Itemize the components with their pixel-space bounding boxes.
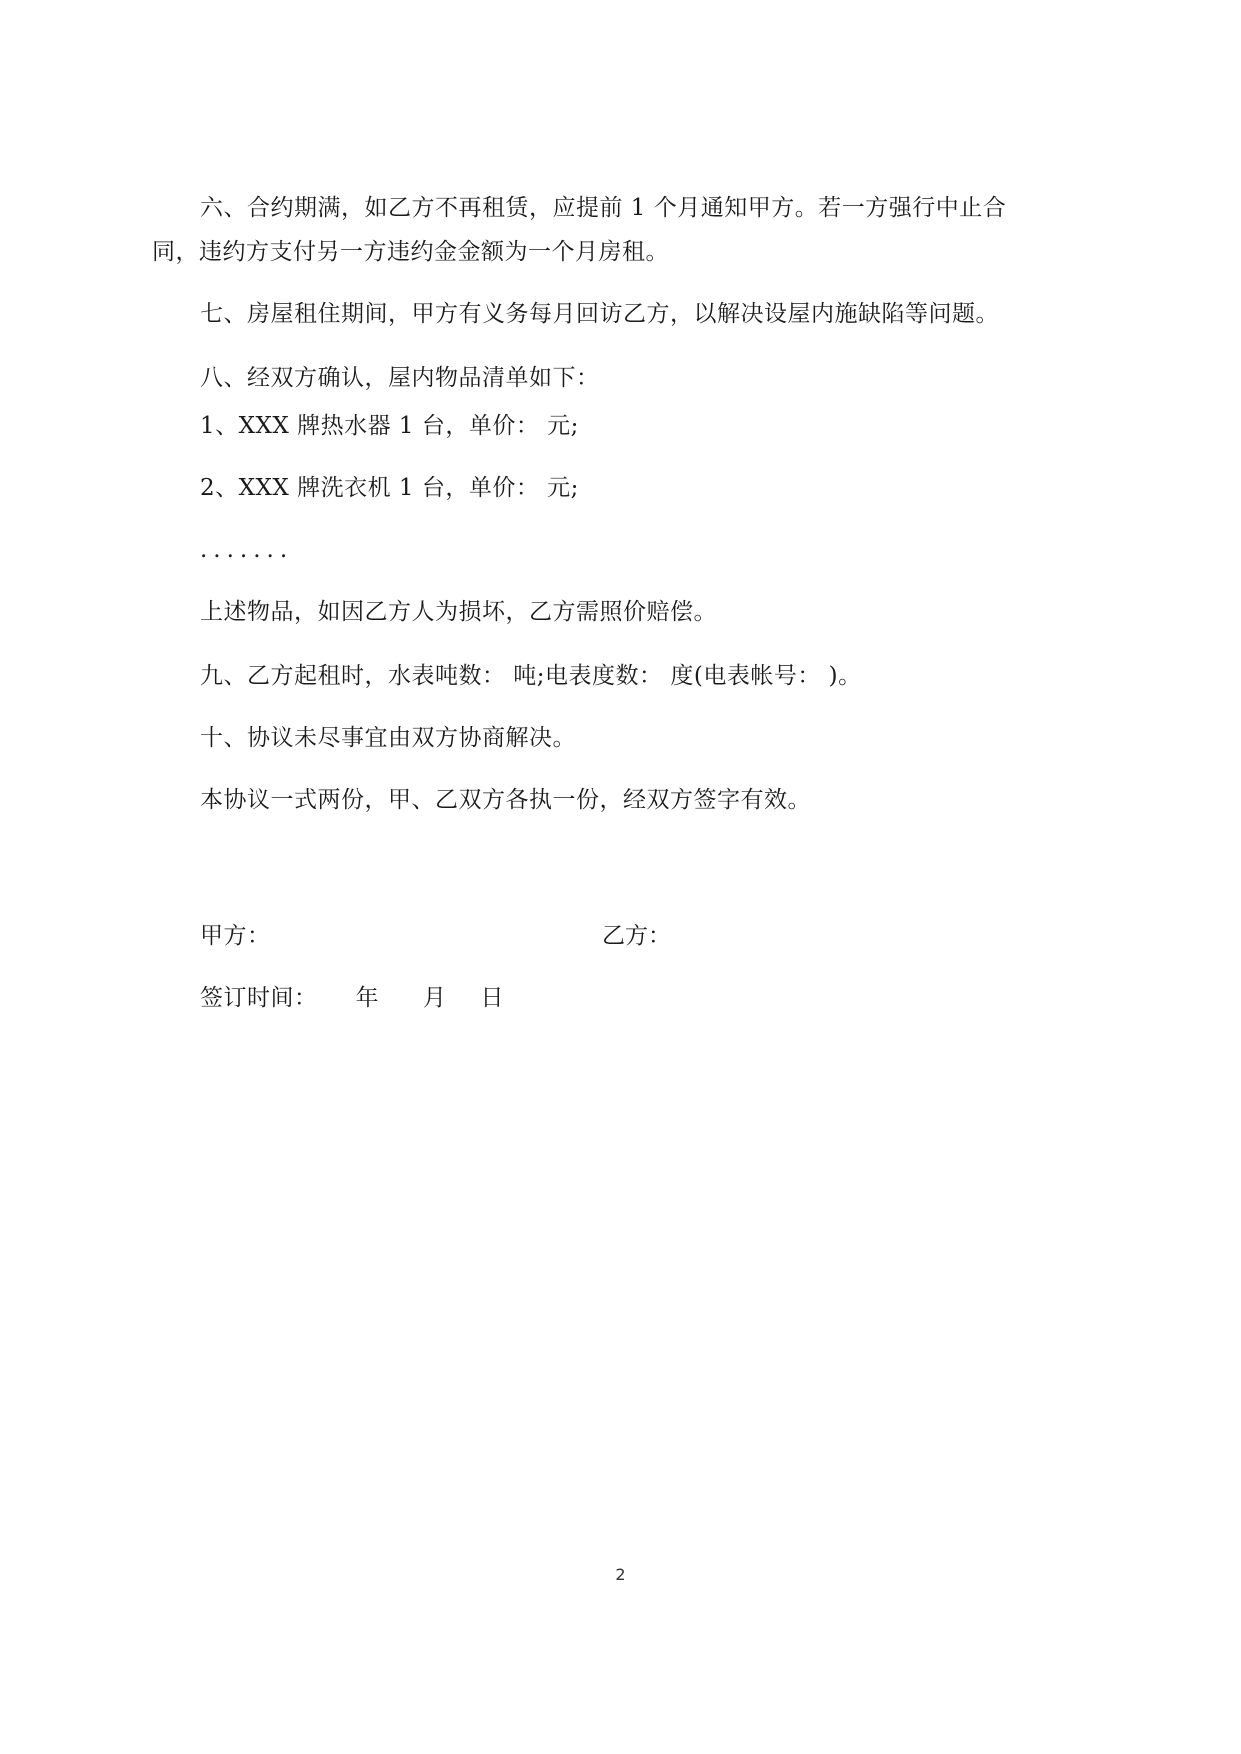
clause-eight: 八、经双方确认，屋内物品清单如下： — [200, 365, 600, 391]
clause-nine: 九、乙方起租时，水表吨数： 吨;电表度数： 度(电表帐号： )。 — [200, 663, 862, 689]
year-label: 年 — [355, 985, 379, 1011]
sign-date-line — [200, 982, 1140, 1014]
clause-seven: 七、房屋租住期间，甲方有义务每月回访乙方，以解决设屋内施缺陷等问题。 — [200, 301, 999, 327]
page-number: 2 — [615, 1565, 626, 1584]
list-ellipsis: ....... — [200, 537, 294, 563]
clause-damage: 上述物品，如因乙方人为损坏，乙方需照价赔偿。 — [200, 599, 717, 625]
party-a-label: 甲方： — [200, 923, 271, 949]
clause-six-line2: 同，违约方支付另一方违约金金额为一个月房租。 — [152, 239, 669, 265]
clause-copies: 本协议一式两份，甲、乙双方各执一份，经双方签字有效。 — [200, 787, 811, 813]
party-b-label: 乙方： — [602, 923, 671, 949]
sign-date-label: 签订时间： — [200, 985, 318, 1011]
clause-six-line1: 六、合约期满，如乙方不再租赁，应提前 1 个月通知甲方。若一方强行中止合 — [200, 195, 1007, 221]
item-water-heater: 1、XXX 牌热水器 1 台，单价： 元; — [200, 413, 579, 439]
day-label: 日 — [480, 985, 504, 1011]
month-label: 月 — [423, 985, 447, 1011]
item-washing-machine: 2、XXX 牌洗衣机 1 台，单价： 元; — [200, 475, 579, 501]
clause-ten: 十、协议未尽事宜由双方协商解决。 — [200, 725, 576, 751]
